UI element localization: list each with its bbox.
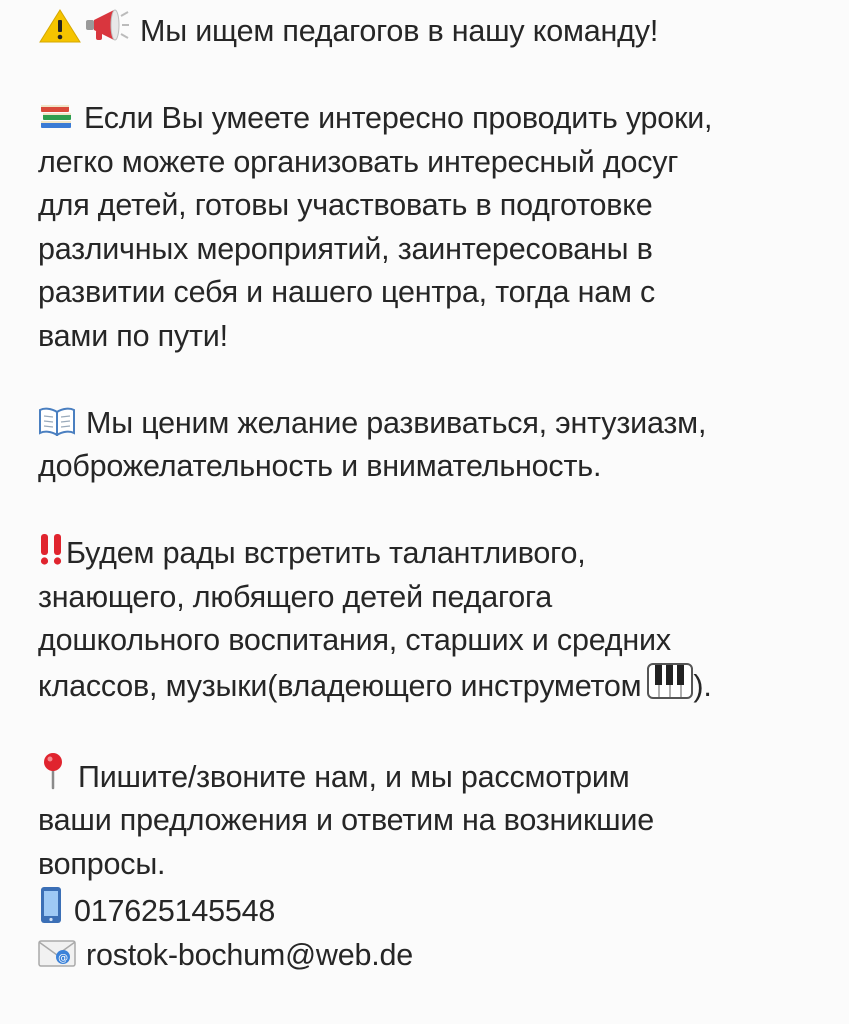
paragraph-about-teachers bbox=[38, 97, 838, 358]
paragraph-contact bbox=[38, 752, 838, 978]
paragraph-wanted bbox=[38, 532, 838, 708]
envelope-icon bbox=[38, 938, 76, 968]
paragraph-line: доброжелательность и внимательность. bbox=[38, 449, 602, 483]
paragraph-line: развитии себя и нашего центра, тогда нам с bbox=[38, 275, 656, 309]
paragraph-text: Будем рады встретить талантливого, bbox=[66, 536, 586, 570]
paragraph-text-suffix: ). bbox=[693, 668, 712, 703]
paragraph-line: для детей, готовы участвовать в подготовке bbox=[38, 188, 653, 222]
svg-text:@: @ bbox=[58, 952, 68, 964]
books-icon bbox=[38, 99, 74, 131]
mobile-phone-icon bbox=[38, 886, 64, 924]
post-body bbox=[38, 6, 838, 977]
warning-icon bbox=[38, 8, 82, 44]
double-exclamation-icon bbox=[38, 532, 66, 566]
paragraph-values bbox=[38, 402, 838, 489]
phone-number-link[interactable]: 017625145548 bbox=[74, 894, 276, 928]
paragraph-text: Если Вы умеете интересно проводить уроки, bbox=[84, 101, 713, 135]
paragraph-line bbox=[38, 402, 838, 446]
headline bbox=[38, 6, 838, 54]
pin-icon bbox=[38, 752, 68, 790]
paragraph-text: Пишите/звоните нам, и мы рассмотрим bbox=[78, 759, 630, 794]
paragraph-text: Мы ценим желание развиваться, энтузиазм, bbox=[86, 405, 707, 440]
phone-line bbox=[38, 886, 838, 934]
paragraph-line: дошкольного воспитания, старших и средних bbox=[38, 623, 671, 657]
email-line bbox=[38, 934, 838, 978]
paragraph-line bbox=[38, 663, 838, 709]
paragraph-text: классов, музыки(владеющего инструметом bbox=[38, 668, 642, 703]
paragraph-line: легко можете организовать интересный досуг bbox=[38, 144, 679, 179]
paragraph-line: вопросы. bbox=[38, 846, 166, 881]
headline-text: Мы ищем педагогов в нашу команду! bbox=[140, 14, 659, 48]
paragraph-line bbox=[38, 97, 838, 141]
piano-keys-icon bbox=[647, 663, 693, 699]
open-book-icon bbox=[38, 406, 76, 436]
paragraph-line: ваши предложения и ответим на возникшие bbox=[38, 803, 655, 837]
headline-line bbox=[38, 6, 838, 54]
paragraph-line bbox=[38, 752, 838, 800]
email-link[interactable]: rostok-bochum@web.de bbox=[86, 937, 414, 972]
paragraph-line: вами по пути! bbox=[38, 318, 228, 353]
paragraph-line bbox=[38, 532, 838, 576]
paragraph-line: различных мероприятий, заинтересованы в bbox=[38, 231, 653, 266]
paragraph-line: знающего, любящего детей педагога bbox=[38, 579, 552, 614]
megaphone-icon bbox=[84, 6, 130, 44]
